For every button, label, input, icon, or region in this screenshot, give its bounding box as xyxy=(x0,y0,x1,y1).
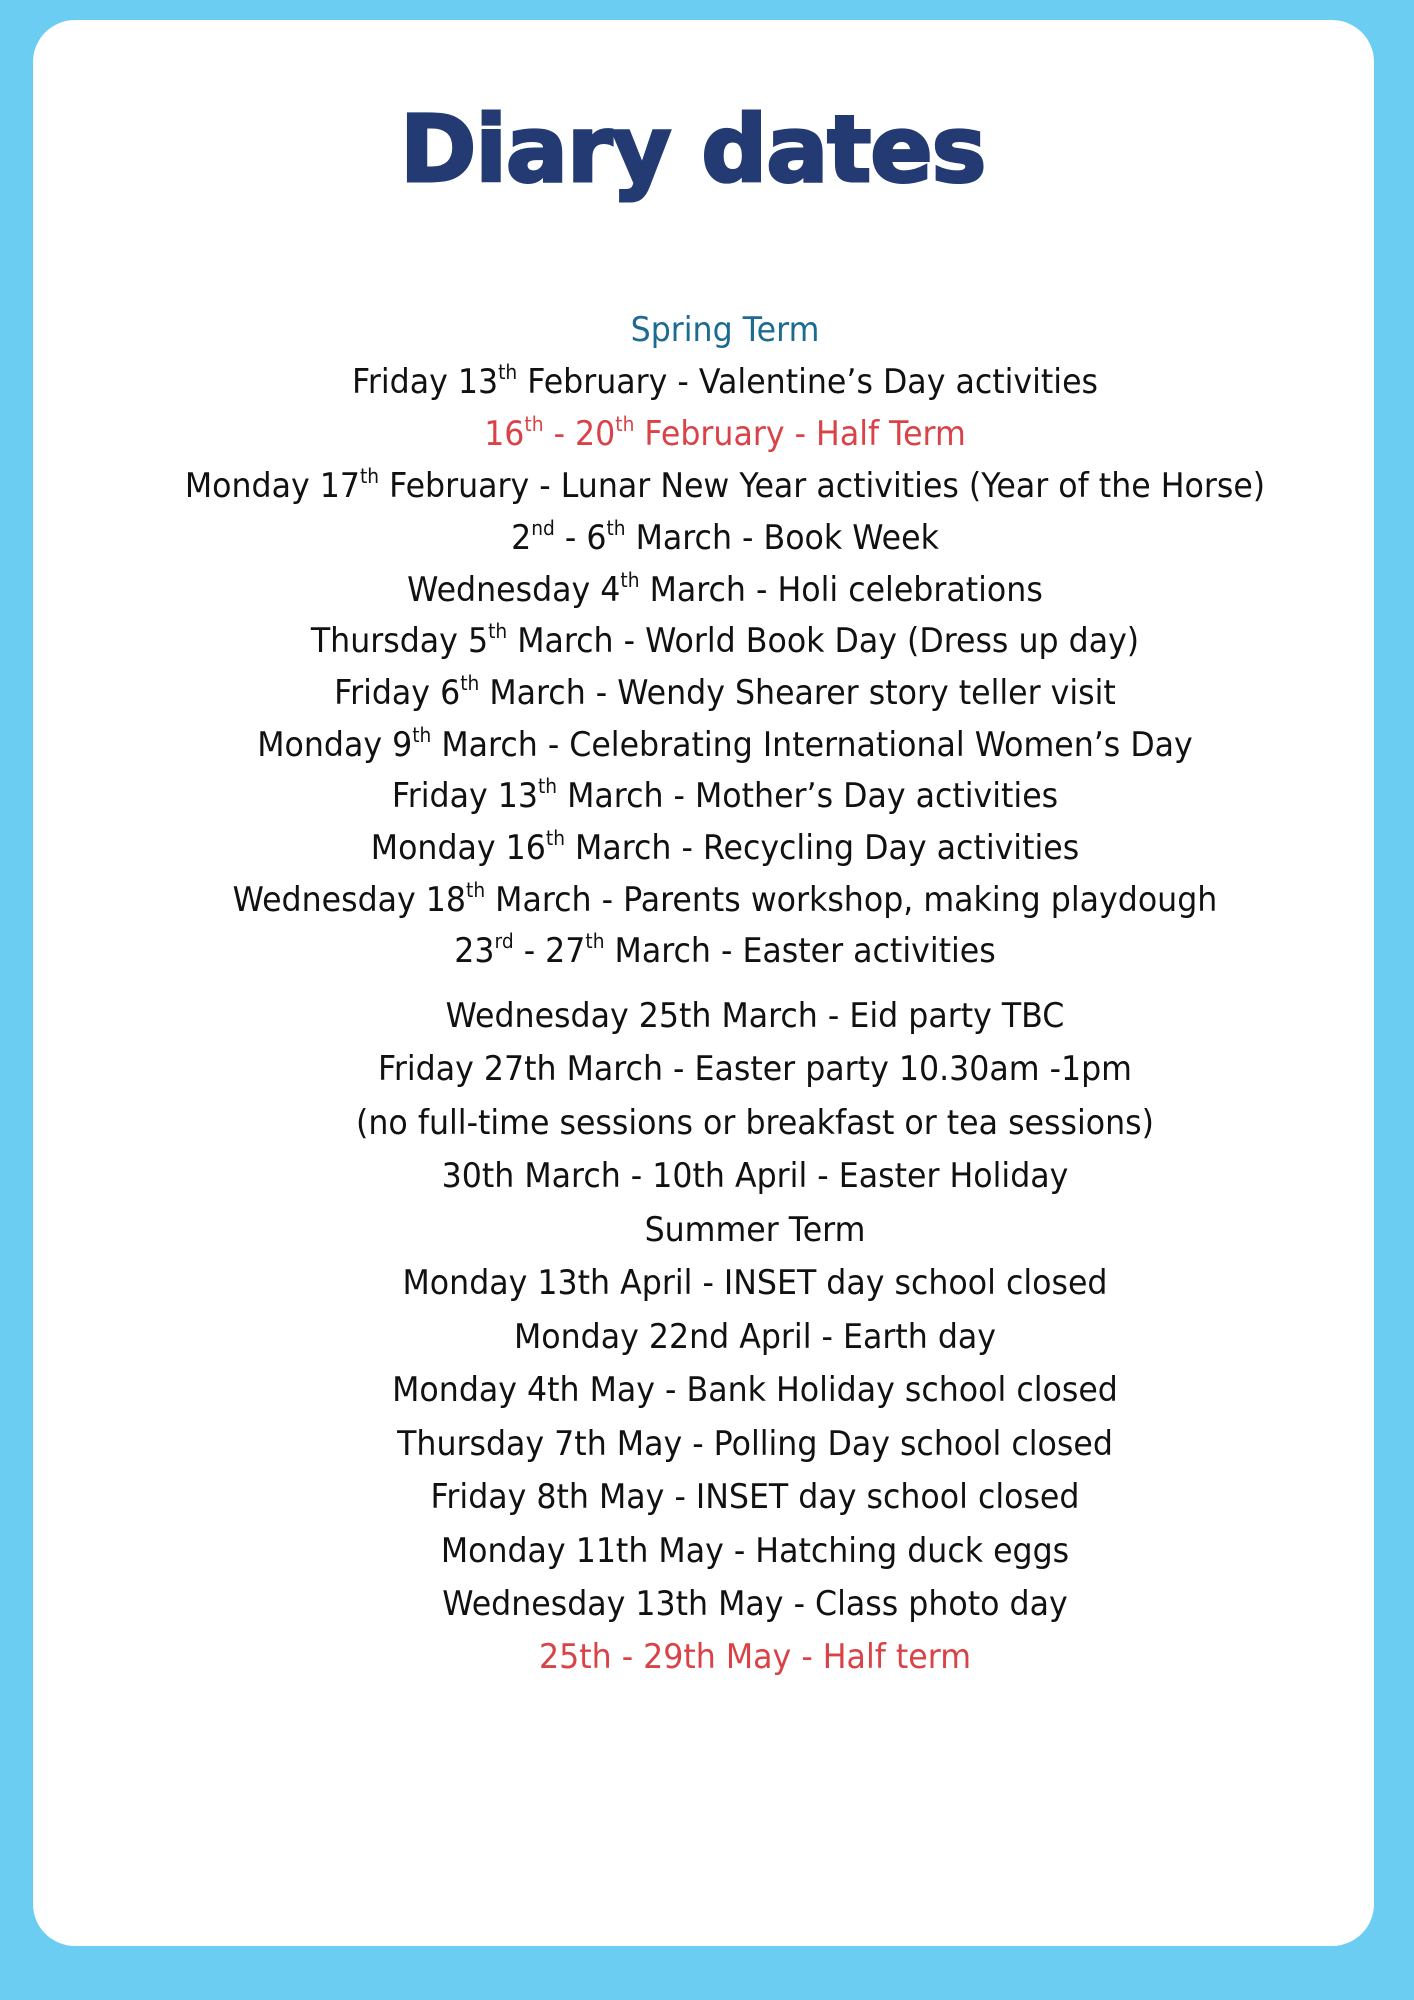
diary-entry: Friday 27th March - Easter party 10.30am -1pm xyxy=(377,1049,1132,1089)
diary-entry: Friday 6th March - Wendy Shearer story teller visit xyxy=(334,671,1116,713)
page-title: Diary dates xyxy=(400,96,986,203)
diary-entry: Wednesday 25th March - Eid party TBC xyxy=(445,996,1065,1036)
diary-entry: Friday 8th May - INSET day school closed xyxy=(430,1477,1080,1517)
diary-entry: Thursday 7th May - Polling Day school closed xyxy=(397,1424,1113,1464)
half-term-entry: 16th - 20th February - Half Term xyxy=(484,412,966,454)
diary-entry: Friday 13th March - Mother’s Day activities xyxy=(391,774,1059,816)
diary-entry: Wednesday 4th March - Holi celebrations xyxy=(407,568,1043,610)
summer-term-heading: Summer Term xyxy=(644,1210,866,1250)
diary-entry: Wednesday 18th March - Parents workshop, making playdough xyxy=(232,878,1218,920)
diary-entry: Monday 11th May - Hatching duck eggs xyxy=(440,1531,1070,1571)
diary-entry: Monday 13th April - INSET day school closed xyxy=(402,1263,1108,1303)
diary-note: (no full-time sessions or breakfast or tea sessions) xyxy=(356,1103,1154,1143)
diary-entry: Wednesday 13th May - Class photo day xyxy=(442,1584,1068,1624)
diary-entry: Monday 22nd April - Earth day xyxy=(513,1317,997,1357)
diary-entry: 23rd - 27th March - Easter activities xyxy=(454,929,996,971)
diary-entry: Monday 4th May - Bank Holiday school closed xyxy=(392,1370,1118,1410)
diary-entry: Thursday 5th March - World Book Day (Dress up day) xyxy=(310,619,1140,661)
diary-entry: Monday 17th February - Lunar New Year activities (Year of the Horse) xyxy=(184,464,1266,506)
diary-entry: 2nd - 6th March - Book Week xyxy=(511,516,939,558)
diary-entry: Monday 16th March - Recycling Day activities xyxy=(370,826,1080,868)
half-term-entry: 25th - 29th May - Half term xyxy=(538,1637,972,1677)
spring-term-heading: Spring Term xyxy=(630,310,820,350)
diary-entry: Monday 9th March - Celebrating International Women’s Day xyxy=(257,723,1193,765)
diary-entry: Friday 13th February - Valentine’s Day activities xyxy=(351,360,1099,402)
easter-holiday-entry: 30th March - 10th April - Easter Holiday xyxy=(441,1156,1069,1196)
